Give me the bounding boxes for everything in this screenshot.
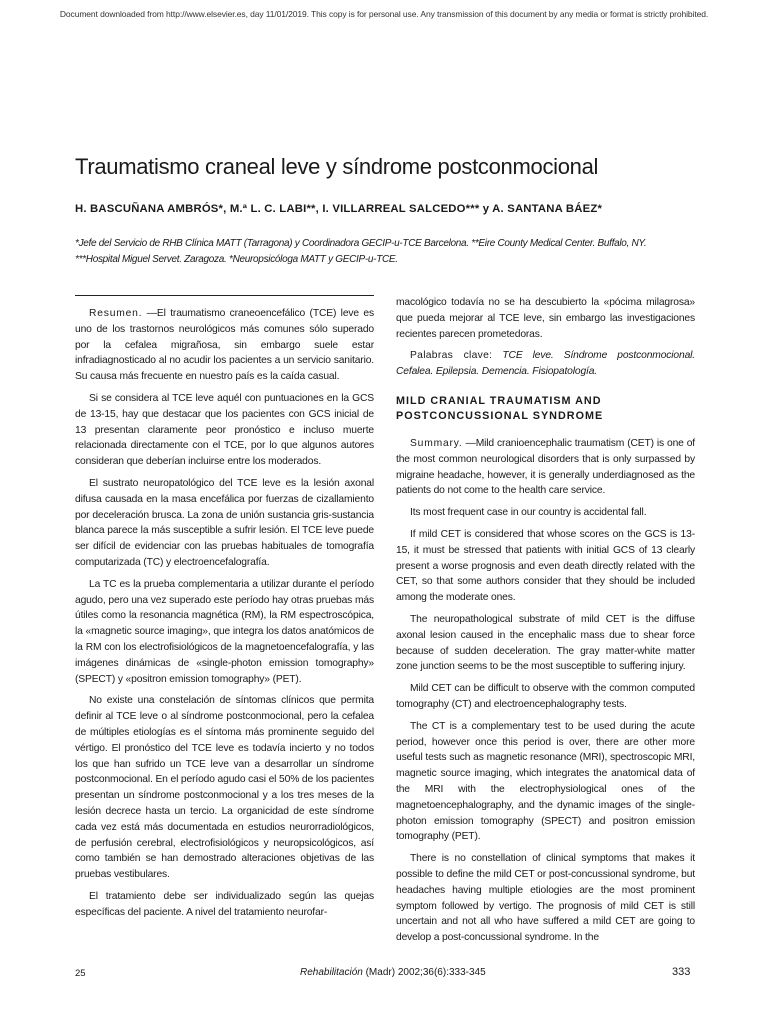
right-paragraph-6: The CT is a complementary test to be used during the acute period, however once this period is over, there are other more useful tests such as magnetic resonance (MRI), spectroscopic MRI, magnetic source imaging, which integrates the anatomical data of the MRI with the electrophysiological ones of the magnetoencephalography, and the dynamic images of the single-photon emission tomography (SPECT) and positron emission tomography (PET). <box>396 720 695 843</box>
right-paragraph-2: Its most frequent case in our country is accidental fall. <box>410 507 647 519</box>
keywords-text: TCE leve. Síndrome postconmocional. Cefalea. Epilepsia. Demencia. Fisiopatología. <box>396 350 695 378</box>
right-paragraph-5: Mild CET can be difficult to observe with the common computed tomography (CT) and electroencephalography tests. <box>396 683 695 710</box>
right-paragraph-3: If mild CET is considered that whose scores on the GCS is 13-15, it must be stressed that patients with initial GCS of 13 clearly present a worse prognosis and even death directly related with the CET, so that some authors consider that they should be included among the moderate ones. <box>396 528 695 604</box>
keywords-label: Palabras clave: <box>410 350 493 362</box>
article-title: Traumatismo craneal leve y síndrome postconmocional <box>75 154 599 179</box>
left-paragraph-4: La TC es la prueba complementaria a utilizar durante el período agudo, pero una vez superado este período hay otras pruebas más útiles como la resonancia magnética (RM), la RM espectroscópica, la «magnetic source imaging», que integra los datos anatómicos de la RM con los electrofisiológicos de la magnetoencefalografía, y las imágenes dinámicas de «single-photon emission tomography» (SPECT) y «positron emission tomography» (PET). <box>75 578 374 685</box>
right-paragraph-4: The neuropathological substrate of mild CET is the diffuse axonal lesion caused in the encephalic mass due to shear force because of sudden deceleration. The gray matter-white matter zone junction seems to be the most susceptible to suffering injury. <box>396 613 695 673</box>
left-paragraph-6: El tratamiento debe ser individualizado según las quejas específicas del paciente. A nivel del tratamiento neurofar- <box>75 890 374 918</box>
abstract-paragraph <box>75 306 374 385</box>
journal-name: Rehabilitación <box>300 967 363 978</box>
left-paragraph-5: No existe una constelación de síntomas clínicos que permita definir al TCE leve o al síndrome postconmocional, pero la cefalea de múltiples etiologías es el síntoma más prominente seguido del vértigo. El pronóstico del TCE leve es todavía incierto y no todos los que han sufrido un TCE leve van a desarrollar un síndrome postconmocional. En el período agudo casi el 50% de los pacientes presentan un síndrome postconmocional y a los tres meses de la lesión decrece hasta un tercio. La organicidad de este síndrome cada vez está más documentada en estudios neurorradiológicos, de perfusión cerebral, electrofisiológicos y neuropsicológicos, así como también se han demostrado alteraciones objetivas de las pruebas vestibulares. <box>75 695 374 881</box>
footer-page-number-right: 333 <box>672 966 691 978</box>
download-notice: Document downloaded from http://www.elsevier.es, day 11/01/2019. This copy is for personal use. Any transmission of this document by any media or format is strictly prohibited. <box>59 9 709 19</box>
left-column <box>75 306 374 926</box>
abstract-text: —El traumatismo craneoencefálico (TCE) leve es uno de los trastornos neurológicos más comunes sólo superado por la cefalea migrañosa, sin embargo suele estar infradiagnosticado al no acudir los pacientes a un servicio sanitario. Su causa más frecuente en nuestro país es la caída casual. <box>75 308 374 383</box>
footer-citation <box>300 967 486 978</box>
author-list: H. BASCUÑANA AMBRÓS*, M.ª L. C. LABI**, I. VILLARREAL SALCEDO*** y A. SANTANA BÁEZ* <box>75 203 603 215</box>
left-paragraph-2: Si se considera al TCE leve aquél con puntuaciones en la GCS de 13-15, hay que destacar que los pacientes con GCS inicial de 13 presentan claramente peor pronóstico e incluso muerte relacionada directamente con el TCE, por lo que algunos autores consideran que deberían incluirse entre los moderados. <box>75 392 374 468</box>
left-paragraph-3: El sustrato neuropatológico del TCE leve es la lesión axonal difusa causada en la masa encefálica por fuerzas de cizallamiento por deceleración brusca. La zona de unión sustancia gris-sustancia blanca parece la más susceptible a sufrir lesión. El TCE leve puede ser difícil de evidenciar con las pruebas habituales de tomografía computarizada (TC) y electroencefalografía. <box>75 477 374 568</box>
footer-page-number-left: 25 <box>75 968 86 979</box>
keywords-paragraph <box>396 348 695 380</box>
right-paragraph-7: There is no constellation of clinical symptoms that makes it possible to define the mild CET or post-concussional syndrome, but headaches having multiple etiologies are the most prominent symptom followed by vertigo. The prognosis of mild CET is still uncertain and not all who have suffered a mild CET are going to develop a post-concussional syndrome. In the <box>396 853 695 944</box>
affiliations: *Jefe del Servicio de RHB Clínica MATT (Tarragona) y Coordinadora GECIP-u-TCE Barcelona. **Eire County Medical Center. Buffalo, NY. ***Hospital Miguel Servet. Zaragoza. *Neuropsicóloga MATT y GECIP-u-TCE. <box>75 238 647 265</box>
right-column <box>396 295 695 952</box>
abstract-rule <box>75 295 374 296</box>
summary-text: —Mild cranioencephalic traumatism (CET) is one of the most common neurological disorders that is only surpassed by migraine headache, however, it is generally underdiagnosed as the patients do not come to the health care service. <box>396 437 695 497</box>
summary-paragraph <box>396 436 695 499</box>
english-section-heading: MILD CRANIAL TRAUMATISM AND POSTCONCUSSIONAL SYNDROME <box>396 394 604 422</box>
right-paragraph-1: macológico todavía no se ha descubierto la «pócima milagrosa» que pueda mejorar al TCE leve, sin embargo las investigaciones recientes parecen prometedoras. <box>396 297 695 340</box>
summary-lead: Summary. <box>410 437 463 449</box>
citation-text: (Madr) 2002;36(6):333-345 <box>362 967 486 978</box>
abstract-lead: Resumen. <box>89 308 143 319</box>
